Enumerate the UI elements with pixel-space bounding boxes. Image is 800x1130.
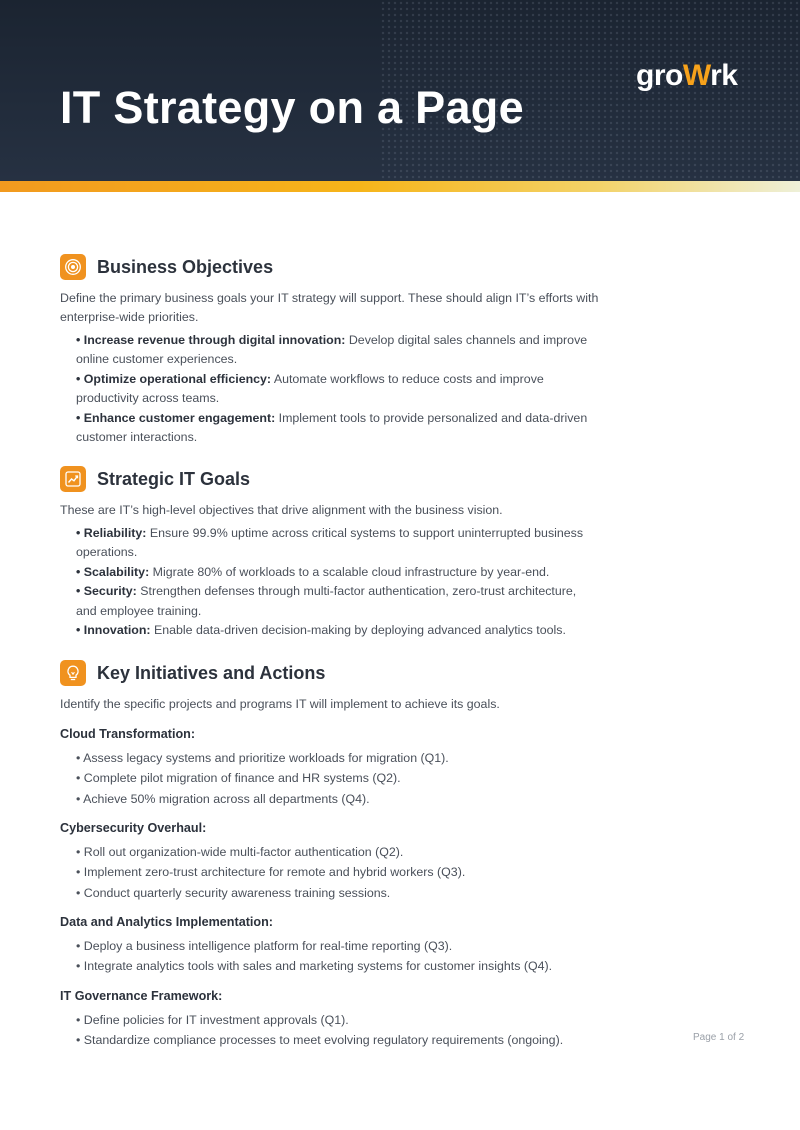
list-item: • Achieve 50% migration across all departments (Q4). (76, 791, 370, 806)
list-item: • Conduct quarterly security awareness training sessions. (76, 885, 391, 900)
logo-accent: W (682, 59, 711, 92)
list-item: • Implement zero-trust architecture for remote and hybrid workers (Q3). (76, 865, 466, 880)
header-banner (0, 0, 800, 181)
list-item: • Roll out organization-wide multi-factor authentication (Q2). (76, 845, 404, 859)
strategic-goals-list (76, 524, 596, 640)
list-item: • Complete pilot migration of finance and HR systems (Q2). (76, 771, 401, 786)
list-item (76, 370, 596, 409)
strategic-goals-heading (60, 466, 250, 492)
list-item: • Standardize compliance processes to meet evolving regulatory requirements (ongoing). (76, 1033, 564, 1048)
list-item (76, 409, 596, 448)
list-item (76, 621, 596, 640)
initiative-group-list (76, 936, 636, 977)
list-item: • Integrate analytics tools with sales and marketing systems for customer insights (Q4). (76, 959, 553, 974)
list-item-label: • Scalability: (76, 564, 150, 579)
initiative-group-title: Data and Analytics Implementation: (60, 915, 273, 929)
list-item-label: • Security: (76, 584, 137, 599)
key-initiatives-intro: Identify the specific projects and programs IT will implement to achieve its goals. (60, 697, 500, 711)
growrk-logo (636, 58, 737, 94)
list-item-text: Implement tools to provide personalized and data-driven customer interactions. (76, 410, 588, 445)
business-objectives-heading (60, 254, 273, 280)
key-initiatives-title: Key Initiatives and Actions (97, 663, 326, 683)
header-accent-stripe (0, 181, 800, 192)
logo-prefix: gro (636, 59, 683, 92)
lightbulb-icon (60, 660, 86, 686)
list-item-label: • Innovation: (76, 623, 151, 638)
list-item-text: Automate workflows to reduce costs and improve productivity across teams. (76, 371, 544, 406)
list-item: • Define policies for IT investment approvals (Q1). (76, 1013, 349, 1027)
list-item: • Deploy a business intelligence platform for real-time reporting (Q3). (76, 939, 453, 953)
initiative-group-title: IT Governance Framework: (60, 989, 223, 1003)
business-objectives-list (76, 331, 596, 447)
initiative-group-list (76, 1010, 636, 1051)
initiative-group-title: Cybersecurity Overhaul: (60, 821, 207, 835)
initiative-group-list (76, 842, 636, 903)
logo-suffix: rk (710, 59, 738, 92)
target-icon (60, 254, 86, 280)
strategic-goals-intro: These are IT’s high-level objectives that drive alignment with the business vision. (60, 503, 503, 517)
page-title: IT Strategy on a Page (60, 82, 524, 133)
business-objectives-intro: Define the primary business goals your IT strategy will support. These should align IT’s efforts with enterprise-wide priorities. (60, 291, 599, 325)
list-item: • Assess legacy systems and prioritize workloads for migration (Q1). (76, 751, 449, 765)
list-item (76, 582, 596, 621)
list-item-label: • Increase revenue through digital innovation: (76, 333, 346, 347)
list-item-text: Enable data-driven decision-making by deploying advanced analytics tools. (150, 623, 566, 638)
list-item-text: Ensure 99.9% uptime across critical systems to support uninterrupted business operations. (76, 526, 584, 560)
list-item-label: • Optimize operational efficiency: (76, 371, 272, 386)
list-item-text: Develop digital sales channels and improve online customer experiences. (76, 333, 588, 367)
list-item-label: • Enhance customer engagement: (76, 410, 276, 425)
key-initiatives-heading (60, 660, 325, 686)
list-item-text: Strengthen defenses through multi-factor authentication, zero-trust architecture, and employee training. (76, 584, 577, 618)
list-item (76, 524, 596, 563)
business-objectives-title: Business Objectives (97, 257, 274, 277)
page-number: Page 1 of 2 (693, 1032, 745, 1043)
list-item-text: Migrate 80% of workloads to a scalable cloud infrastructure by year-end. (149, 564, 550, 579)
strategic-goals-title: Strategic IT Goals (97, 469, 251, 489)
initiative-group-title: Cloud Transformation: (60, 727, 196, 741)
list-item (76, 331, 596, 370)
initiative-group-list (76, 748, 636, 809)
trend-chart-icon (60, 466, 86, 492)
list-item (76, 563, 596, 582)
list-item-label: • Reliability: (76, 526, 147, 540)
